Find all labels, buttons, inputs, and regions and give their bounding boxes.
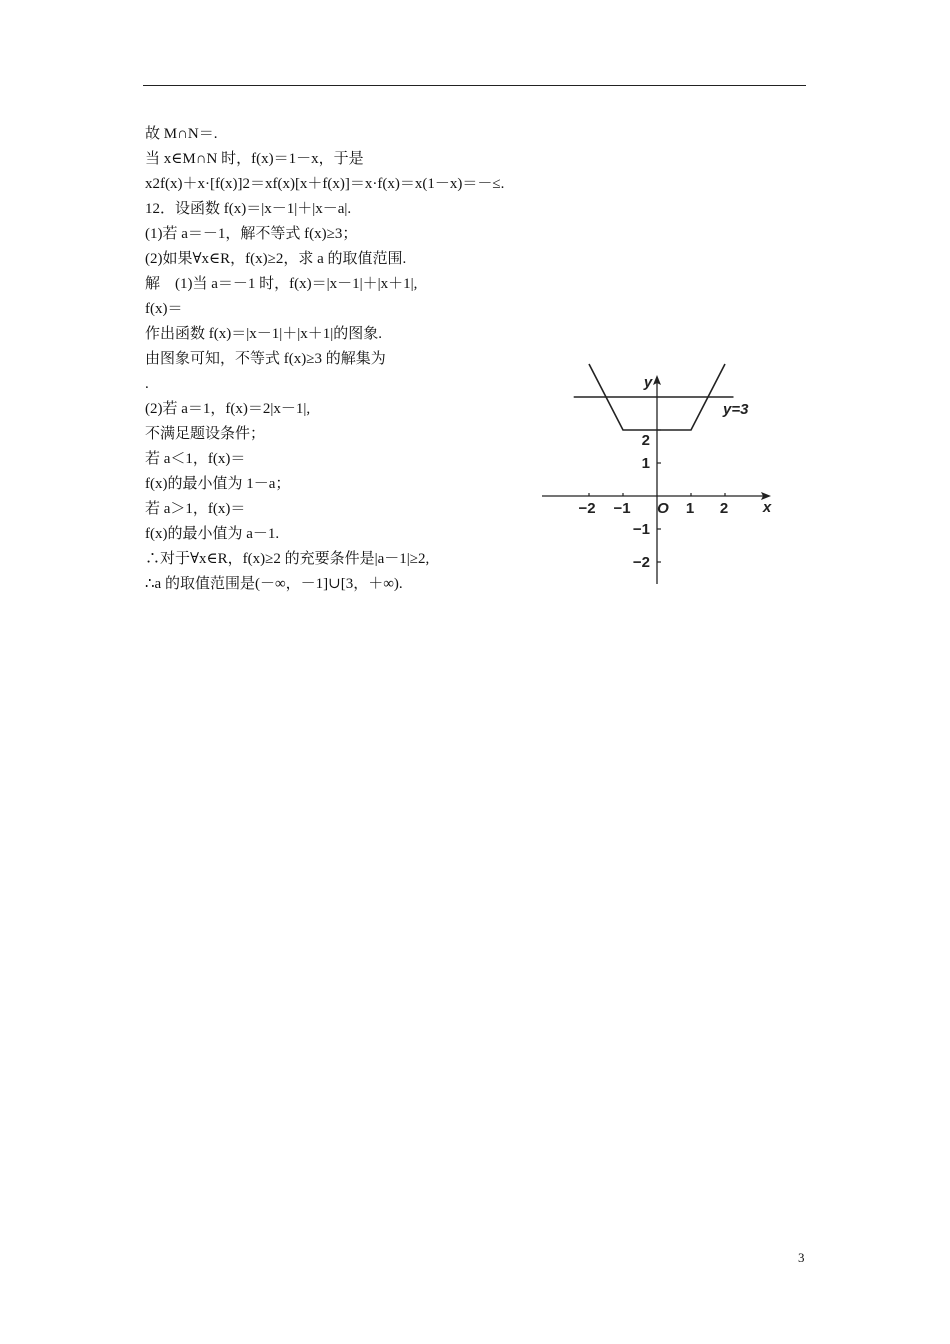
y-tick-label: 2 bbox=[641, 432, 650, 449]
text-line: 若 a＜1，f(x)＝ bbox=[145, 451, 246, 467]
page-number: 3 bbox=[798, 1250, 805, 1265]
text-line: 当 x∈M∩N 时，f(x)＝1－x，于是 bbox=[145, 151, 364, 167]
text-line: 解 (1)当 a＝－1 时，f(x)＝|x－1|＋|x＋1|, bbox=[145, 276, 418, 292]
text-line: ∴对于∀x∈R，f(x)≥2 的充要条件是|a－1|≥2, bbox=[145, 551, 430, 567]
text-line: . bbox=[145, 376, 149, 392]
text-line: f(x)的最小值为 a－1. bbox=[145, 526, 280, 542]
text-line: f(x)的最小值为 1－a； bbox=[145, 476, 291, 492]
text-line: (2)若 a＝1，f(x)＝2|x－1|, bbox=[145, 401, 311, 417]
text-line: 不满足题设条件； bbox=[145, 426, 266, 442]
text-line: ∴a 的取值范围是(－∞，－1]∪[3，＋∞). bbox=[145, 576, 403, 592]
function-graph bbox=[538, 360, 778, 590]
origin-label: O bbox=[657, 500, 669, 517]
y-axis-label: y bbox=[643, 374, 653, 391]
text-line: 若 a＞1，f(x)＝ bbox=[145, 501, 246, 517]
x-tick-label: 2 bbox=[719, 500, 729, 517]
text-line: f(x)＝ bbox=[145, 301, 183, 317]
problem-title: 12．设函数 f(x)＝|x－1|＋|x－a|. bbox=[145, 201, 352, 217]
x-tick-label: −2 bbox=[578, 500, 596, 517]
text-line: 作出函数 f(x)＝|x－1|＋|x＋1|的图象. bbox=[145, 326, 382, 342]
question-1: (1)若 a＝－1，解不等式 f(x)≥3； bbox=[145, 226, 358, 242]
y-tick-label: 1 bbox=[641, 455, 650, 472]
y-tick-label: −2 bbox=[632, 554, 650, 571]
text-line: 由图象可知，不等式 f(x)≥3 的解集为 bbox=[145, 351, 386, 367]
solution-text bbox=[145, 122, 565, 597]
text-line: 故 M∩N＝. bbox=[145, 126, 218, 142]
x-tick-label: −1 bbox=[613, 500, 631, 517]
line-label: y=3 bbox=[723, 401, 749, 418]
x-axis-label: x bbox=[762, 499, 772, 516]
y-tick-label: −1 bbox=[632, 521, 650, 538]
text-line: x2f(x)＋x·[f(x)]2＝xf(x)[x＋f(x)]＝x·f(x)＝x(1－x)＝－≤. bbox=[145, 176, 505, 192]
question-2: (2)如果∀x∈R，f(x)≥2，求 a 的取值范围. bbox=[145, 251, 407, 267]
header-rule bbox=[143, 85, 806, 86]
x-tick-label: 1 bbox=[685, 500, 695, 517]
